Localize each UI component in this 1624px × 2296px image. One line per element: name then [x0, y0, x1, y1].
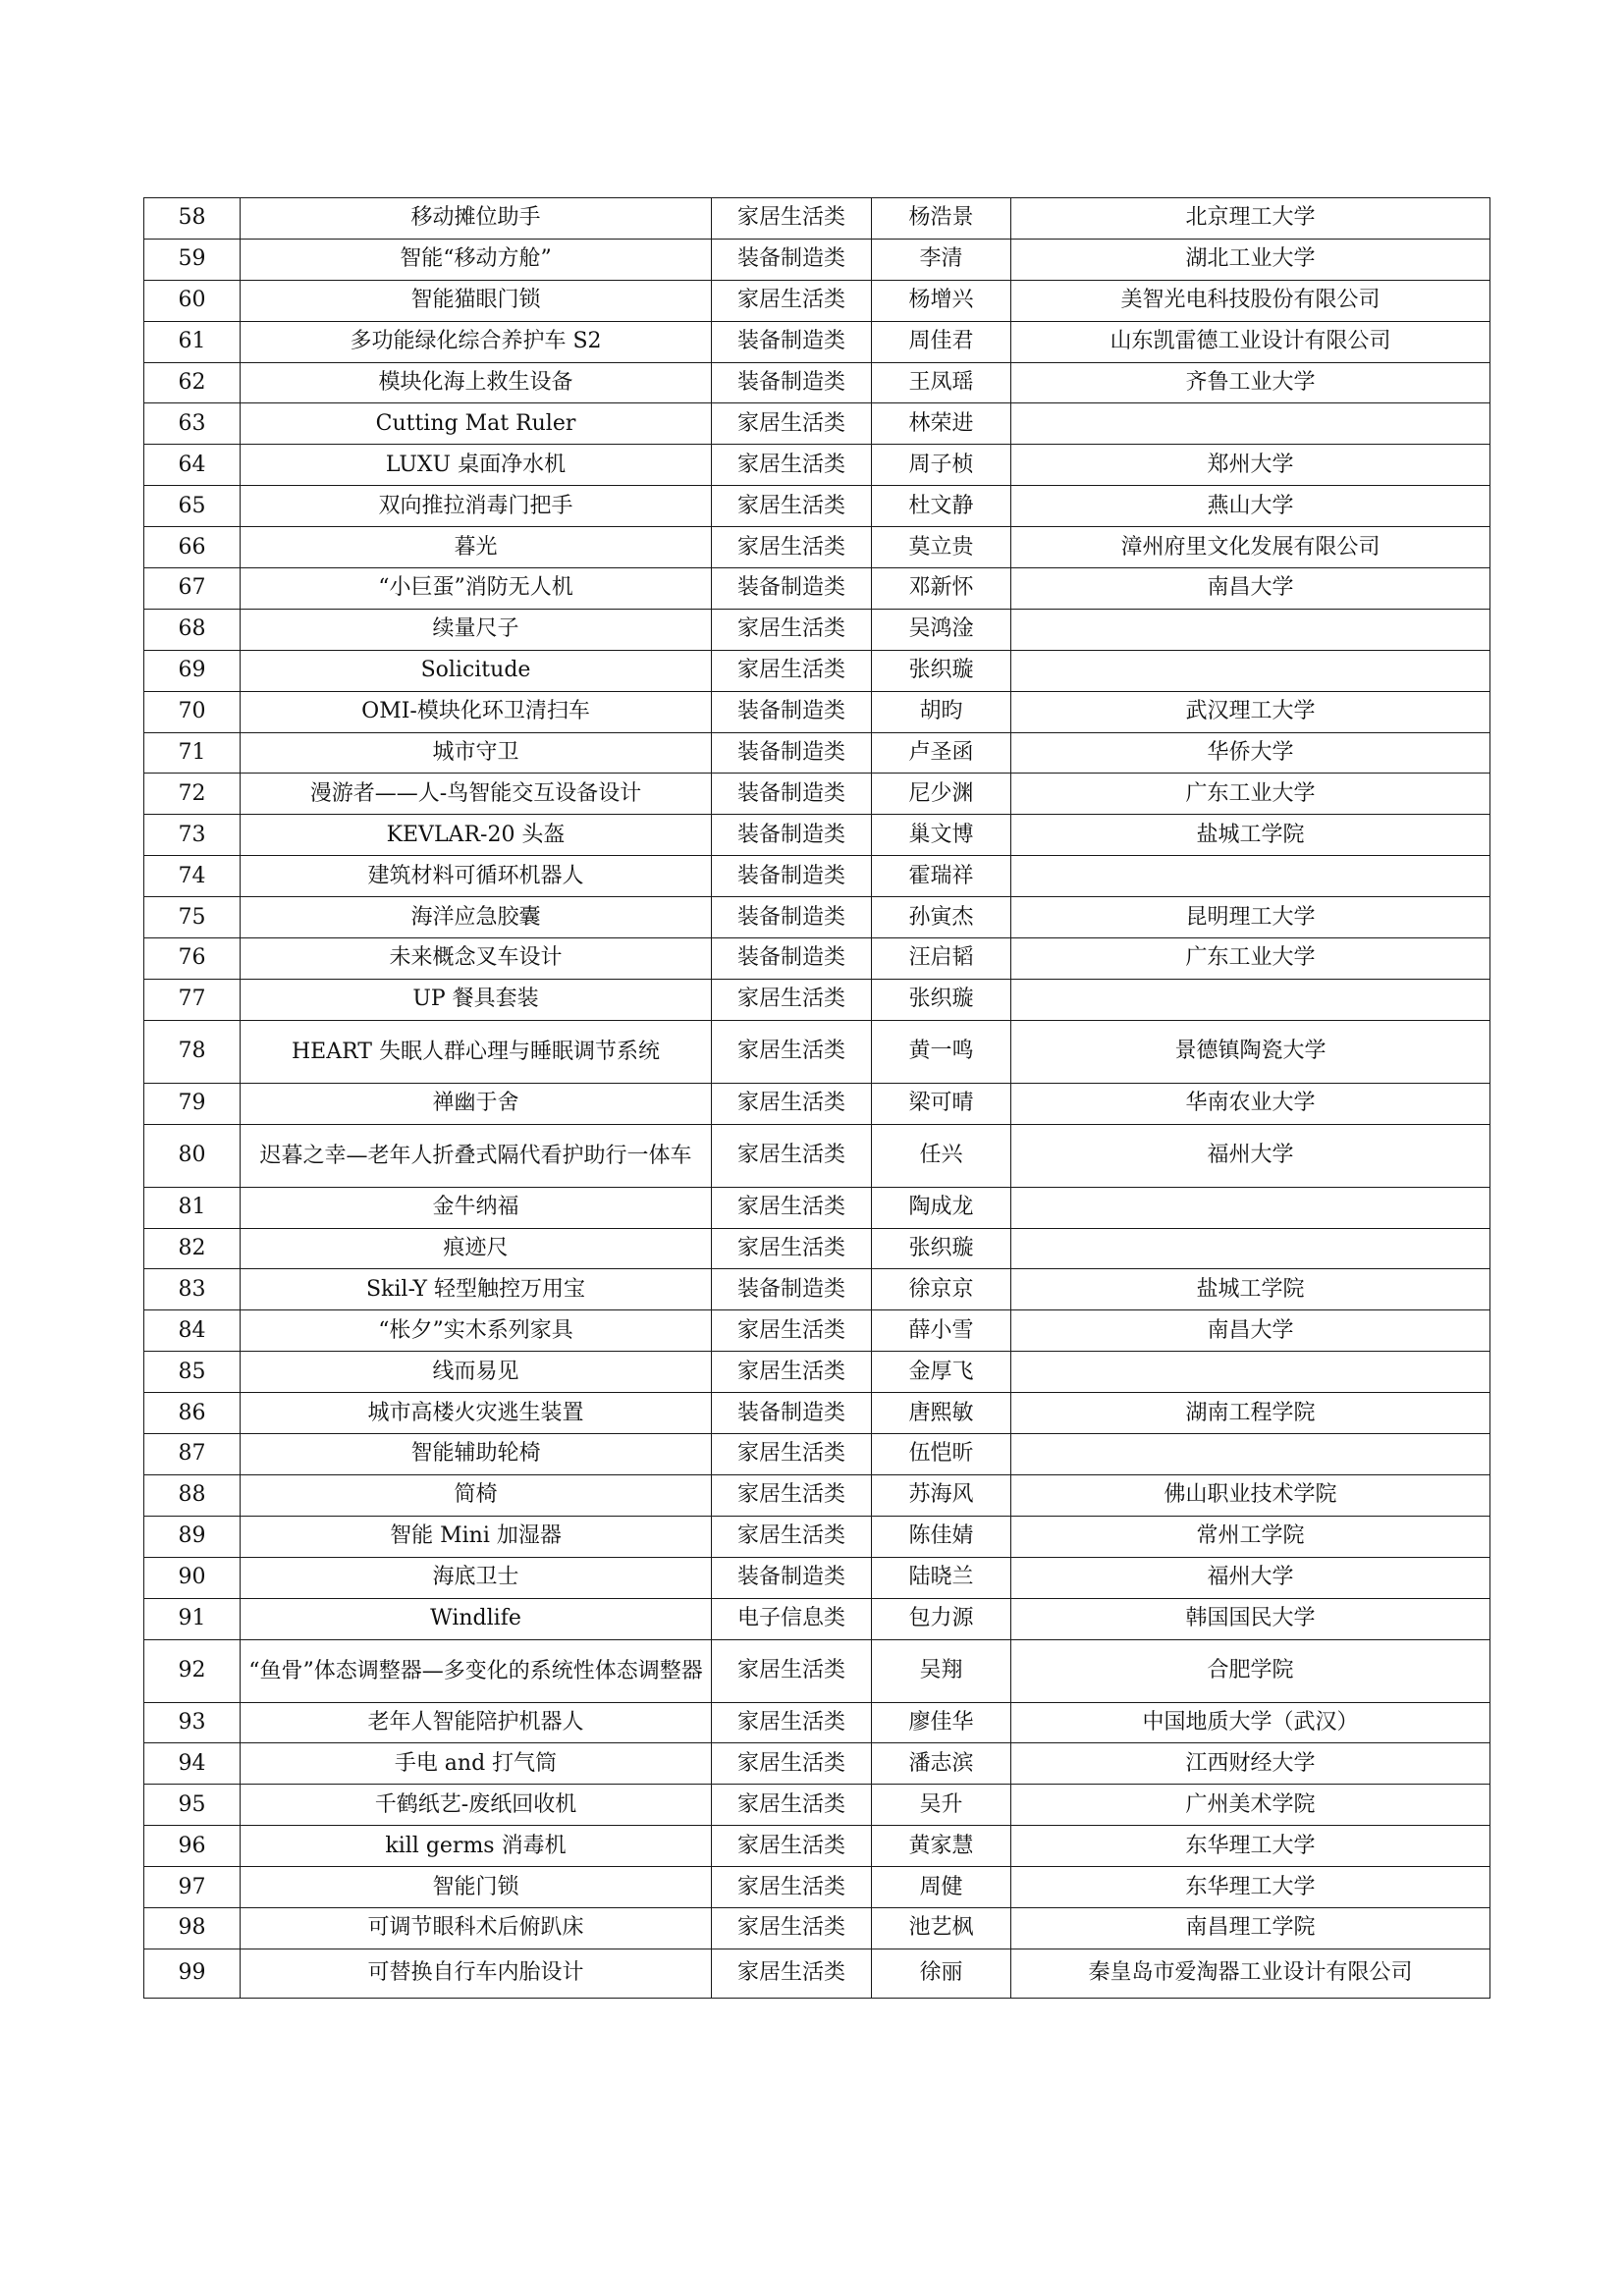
project-name-cell: 智能 Mini 加湿器: [241, 1516, 712, 1557]
table-row: [144, 1867, 1490, 1908]
person-name-cell: 陆晓兰: [872, 1557, 1011, 1598]
organization-cell: 昆明理工大学: [1011, 897, 1490, 938]
category-cell: 家居生活类: [712, 1434, 872, 1475]
category-cell: 家居生活类: [712, 1187, 872, 1228]
person-name-cell: 梁可晴: [872, 1083, 1011, 1124]
row-number-cell: 73: [144, 815, 241, 856]
category-cell: 装备制造类: [712, 774, 872, 815]
organization-cell: 景德镇陶瓷大学: [1011, 1020, 1490, 1083]
category-cell: 家居生活类: [712, 1949, 872, 1998]
table-row: [144, 1020, 1490, 1083]
table-row: [144, 774, 1490, 815]
project-name-cell: 海洋应急胶囊: [241, 897, 712, 938]
person-name-cell: 周佳君: [872, 321, 1011, 362]
row-number-cell: 93: [144, 1702, 241, 1743]
row-number-cell: 68: [144, 609, 241, 650]
person-name-cell: 池艺枫: [872, 1907, 1011, 1949]
project-name-cell: 未来概念叉车设计: [241, 938, 712, 980]
organization-cell: 南昌理工学院: [1011, 1907, 1490, 1949]
table-row: [144, 650, 1490, 691]
table-row: [144, 1826, 1490, 1867]
table-row: [144, 1352, 1490, 1393]
organization-cell: 广东工业大学: [1011, 774, 1490, 815]
row-number-cell: 79: [144, 1083, 241, 1124]
project-name-cell: 智能“移动方舱”: [241, 239, 712, 280]
project-name-cell: 漫游者——人-鸟智能交互设备设计: [241, 774, 712, 815]
row-number-cell: 82: [144, 1228, 241, 1269]
person-name-cell: 吴鸿淦: [872, 609, 1011, 650]
person-name-cell: 张织璇: [872, 1228, 1011, 1269]
organization-cell: 山东凯雷德工业设计有限公司: [1011, 321, 1490, 362]
person-name-cell: 张织璇: [872, 650, 1011, 691]
organization-cell: 福州大学: [1011, 1124, 1490, 1187]
table-row: [144, 1310, 1490, 1352]
row-number-cell: 98: [144, 1907, 241, 1949]
project-name-cell: OMI-模块化环卫清扫车: [241, 691, 712, 732]
table-row: [144, 1907, 1490, 1949]
table-row: [144, 1269, 1490, 1310]
row-number-cell: 59: [144, 239, 241, 280]
person-name-cell: 汪启韬: [872, 938, 1011, 980]
category-cell: 装备制造类: [712, 732, 872, 774]
table-row: [144, 897, 1490, 938]
organization-cell: 盐城工学院: [1011, 1269, 1490, 1310]
person-name-cell: 伍恺昕: [872, 1434, 1011, 1475]
person-name-cell: 霍瑞祥: [872, 856, 1011, 897]
organization-cell: [1011, 403, 1490, 445]
organization-cell: 齐鲁工业大学: [1011, 362, 1490, 403]
category-cell: 装备制造类: [712, 1269, 872, 1310]
category-cell: 家居生活类: [712, 1826, 872, 1867]
row-number-cell: 67: [144, 568, 241, 610]
organization-cell: 南昌大学: [1011, 1310, 1490, 1352]
table-row: [144, 403, 1490, 445]
project-name-cell: 智能辅助轮椅: [241, 1434, 712, 1475]
table-body: [144, 198, 1490, 1999]
table-row: [144, 1557, 1490, 1598]
organization-cell: 秦皇岛市爱淘器工业设计有限公司: [1011, 1949, 1490, 1998]
person-name-cell: 王凤瑶: [872, 362, 1011, 403]
row-number-cell: 74: [144, 856, 241, 897]
project-name-cell: 简椅: [241, 1474, 712, 1516]
row-number-cell: 96: [144, 1826, 241, 1867]
person-name-cell: 薛小雪: [872, 1310, 1011, 1352]
category-cell: 家居生活类: [712, 1639, 872, 1702]
category-cell: 家居生活类: [712, 280, 872, 321]
person-name-cell: 李清: [872, 239, 1011, 280]
project-name-cell: 城市守卫: [241, 732, 712, 774]
organization-cell: 郑州大学: [1011, 445, 1490, 486]
organization-cell: [1011, 1352, 1490, 1393]
organization-cell: 华南农业大学: [1011, 1083, 1490, 1124]
organization-cell: 燕山大学: [1011, 486, 1490, 527]
person-name-cell: 包力源: [872, 1598, 1011, 1639]
person-name-cell: 潘志滨: [872, 1743, 1011, 1785]
project-name-cell: “小巨蛋”消防无人机: [241, 568, 712, 610]
organization-cell: 湖北工业大学: [1011, 239, 1490, 280]
organization-cell: 福州大学: [1011, 1557, 1490, 1598]
row-number-cell: 99: [144, 1949, 241, 1998]
row-number-cell: 71: [144, 732, 241, 774]
table-row: [144, 1083, 1490, 1124]
project-name-cell: 千鹤纸艺-废纸回收机: [241, 1785, 712, 1826]
organization-cell: 常州工学院: [1011, 1516, 1490, 1557]
table-row: [144, 1949, 1490, 1998]
table-row: [144, 1743, 1490, 1785]
category-cell: 家居生活类: [712, 650, 872, 691]
project-name-cell: 移动摊位助手: [241, 198, 712, 240]
table-row: [144, 1434, 1490, 1475]
row-number-cell: 83: [144, 1269, 241, 1310]
organization-cell: 中国地质大学（武汉）: [1011, 1702, 1490, 1743]
organization-cell: [1011, 650, 1490, 691]
person-name-cell: 徐京京: [872, 1269, 1011, 1310]
table-row: [144, 362, 1490, 403]
category-cell: 装备制造类: [712, 815, 872, 856]
project-name-cell: 模块化海上救生设备: [241, 362, 712, 403]
organization-cell: 华侨大学: [1011, 732, 1490, 774]
project-name-cell: 多功能绿化综合养护车 S2: [241, 321, 712, 362]
table-row: [144, 609, 1490, 650]
row-number-cell: 86: [144, 1393, 241, 1434]
project-name-cell: 智能猫眼门锁: [241, 280, 712, 321]
row-number-cell: 60: [144, 280, 241, 321]
organization-cell: 漳州府里文化发展有限公司: [1011, 527, 1490, 568]
category-cell: 电子信息类: [712, 1598, 872, 1639]
project-name-cell: 禅幽于舍: [241, 1083, 712, 1124]
category-cell: 家居生活类: [712, 445, 872, 486]
person-name-cell: 巢文博: [872, 815, 1011, 856]
table-row: [144, 691, 1490, 732]
table-row: [144, 732, 1490, 774]
row-number-cell: 90: [144, 1557, 241, 1598]
category-cell: 装备制造类: [712, 1393, 872, 1434]
person-name-cell: 陶成龙: [872, 1187, 1011, 1228]
organization-cell: [1011, 609, 1490, 650]
organization-cell: 美智光电科技股份有限公司: [1011, 280, 1490, 321]
row-number-cell: 94: [144, 1743, 241, 1785]
project-name-cell: “鱼骨”体态调整器—多变化的系统性体态调整器: [241, 1639, 712, 1702]
row-number-cell: 62: [144, 362, 241, 403]
table-row: [144, 198, 1490, 240]
row-number-cell: 97: [144, 1867, 241, 1908]
project-name-cell: Skil-Y 轻型触控万用宝: [241, 1269, 712, 1310]
person-name-cell: 黄家慧: [872, 1826, 1011, 1867]
project-name-cell: 海底卫士: [241, 1557, 712, 1598]
person-name-cell: 杜文静: [872, 486, 1011, 527]
project-name-cell: 痕迹尺: [241, 1228, 712, 1269]
table-row: [144, 1124, 1490, 1187]
project-name-cell: 金牛纳福: [241, 1187, 712, 1228]
category-cell: 装备制造类: [712, 321, 872, 362]
category-cell: 家居生活类: [712, 403, 872, 445]
category-cell: 家居生活类: [712, 1310, 872, 1352]
project-name-cell: HEART 失眠人群心理与睡眠调节系统: [241, 1020, 712, 1083]
row-number-cell: 75: [144, 897, 241, 938]
category-cell: 家居生活类: [712, 198, 872, 240]
category-cell: 家居生活类: [712, 979, 872, 1020]
category-cell: 装备制造类: [712, 856, 872, 897]
project-name-cell: “枨夕”实木系列家具: [241, 1310, 712, 1352]
project-name-cell: 续量尺子: [241, 609, 712, 650]
person-name-cell: 杨增兴: [872, 280, 1011, 321]
table-row: [144, 1598, 1490, 1639]
table-row: [144, 938, 1490, 980]
row-number-cell: 84: [144, 1310, 241, 1352]
project-name-cell: UP 餐具套装: [241, 979, 712, 1020]
table-row: [144, 1702, 1490, 1743]
organization-cell: 盐城工学院: [1011, 815, 1490, 856]
organization-cell: 江西财经大学: [1011, 1743, 1490, 1785]
table-row: [144, 979, 1490, 1020]
row-number-cell: 92: [144, 1639, 241, 1702]
project-name-cell: LUXU 桌面净水机: [241, 445, 712, 486]
person-name-cell: 林荣进: [872, 403, 1011, 445]
category-cell: 装备制造类: [712, 897, 872, 938]
organization-cell: [1011, 1187, 1490, 1228]
category-cell: 家居生活类: [712, 1228, 872, 1269]
project-name-cell: 迟暮之幸—老年人折叠式隔代看护助行一体车: [241, 1124, 712, 1187]
project-name-cell: 城市高楼火灾逃生装置: [241, 1393, 712, 1434]
row-number-cell: 76: [144, 938, 241, 980]
organization-cell: 广东工业大学: [1011, 938, 1490, 980]
person-name-cell: 邓新怀: [872, 568, 1011, 610]
category-cell: 家居生活类: [712, 1352, 872, 1393]
project-name-cell: 老年人智能陪护机器人: [241, 1702, 712, 1743]
person-name-cell: 徐丽: [872, 1949, 1011, 1998]
row-number-cell: 66: [144, 527, 241, 568]
table-row: [144, 1228, 1490, 1269]
row-number-cell: 61: [144, 321, 241, 362]
table-row: [144, 856, 1490, 897]
row-number-cell: 78: [144, 1020, 241, 1083]
table-row: [144, 280, 1490, 321]
organization-cell: 广州美术学院: [1011, 1785, 1490, 1826]
organization-cell: 合肥学院: [1011, 1639, 1490, 1702]
project-name-cell: KEVLAR-20 头盔: [241, 815, 712, 856]
organization-cell: 东华理工大学: [1011, 1826, 1490, 1867]
project-name-cell: 可调节眼科术后俯趴床: [241, 1907, 712, 1949]
organization-cell: 北京理工大学: [1011, 198, 1490, 240]
category-cell: 装备制造类: [712, 1557, 872, 1598]
row-number-cell: 95: [144, 1785, 241, 1826]
project-name-cell: Windlife: [241, 1598, 712, 1639]
table-row: [144, 1187, 1490, 1228]
person-name-cell: 卢圣函: [872, 732, 1011, 774]
row-number-cell: 91: [144, 1598, 241, 1639]
category-cell: 家居生活类: [712, 1474, 872, 1516]
row-number-cell: 85: [144, 1352, 241, 1393]
organization-cell: 南昌大学: [1011, 568, 1490, 610]
row-number-cell: 58: [144, 198, 241, 240]
project-name-cell: Solicitude: [241, 650, 712, 691]
person-name-cell: 杨浩景: [872, 198, 1011, 240]
category-cell: 家居生活类: [712, 1743, 872, 1785]
category-cell: 家居生活类: [712, 486, 872, 527]
person-name-cell: 胡昀: [872, 691, 1011, 732]
category-cell: 家居生活类: [712, 1083, 872, 1124]
table-row: [144, 321, 1490, 362]
category-cell: 家居生活类: [712, 609, 872, 650]
table-row: [144, 1785, 1490, 1826]
project-name-cell: 暮光: [241, 527, 712, 568]
person-name-cell: 莫立贵: [872, 527, 1011, 568]
person-name-cell: 周健: [872, 1867, 1011, 1908]
table-row: [144, 1639, 1490, 1702]
row-number-cell: 65: [144, 486, 241, 527]
person-name-cell: 唐熙敏: [872, 1393, 1011, 1434]
table-row: [144, 568, 1490, 610]
person-name-cell: 张织璇: [872, 979, 1011, 1020]
category-cell: 家居生活类: [712, 1124, 872, 1187]
person-name-cell: 吴翔: [872, 1639, 1011, 1702]
organization-cell: 湖南工程学院: [1011, 1393, 1490, 1434]
person-name-cell: 黄一鸣: [872, 1020, 1011, 1083]
table-row: [144, 527, 1490, 568]
row-number-cell: 70: [144, 691, 241, 732]
person-name-cell: 金厚飞: [872, 1352, 1011, 1393]
table-row: [144, 1393, 1490, 1434]
project-name-cell: 建筑材料可循环机器人: [241, 856, 712, 897]
table-row: [144, 239, 1490, 280]
person-name-cell: 尼少渊: [872, 774, 1011, 815]
row-number-cell: 80: [144, 1124, 241, 1187]
row-number-cell: 87: [144, 1434, 241, 1475]
organization-cell: 韩国国民大学: [1011, 1598, 1490, 1639]
organization-cell: [1011, 979, 1490, 1020]
organization-cell: [1011, 1228, 1490, 1269]
category-cell: 家居生活类: [712, 1867, 872, 1908]
category-cell: 装备制造类: [712, 568, 872, 610]
category-cell: 装备制造类: [712, 691, 872, 732]
person-name-cell: 孙寅杰: [872, 897, 1011, 938]
organization-cell: 武汉理工大学: [1011, 691, 1490, 732]
project-name-cell: kill germs 消毒机: [241, 1826, 712, 1867]
table-row: [144, 486, 1490, 527]
project-name-cell: 线而易见: [241, 1352, 712, 1393]
project-name-cell: 手电 and 打气筒: [241, 1743, 712, 1785]
organization-cell: 佛山职业技术学院: [1011, 1474, 1490, 1516]
project-name-cell: 智能门锁: [241, 1867, 712, 1908]
organization-cell: [1011, 1434, 1490, 1475]
category-cell: 家居生活类: [712, 1020, 872, 1083]
person-name-cell: 陈佳婧: [872, 1516, 1011, 1557]
table-row: [144, 1474, 1490, 1516]
category-cell: 家居生活类: [712, 1907, 872, 1949]
category-cell: 家居生活类: [712, 1702, 872, 1743]
project-name-cell: 可替换自行车内胎设计: [241, 1949, 712, 1998]
project-name-cell: 双向推拉消毒门把手: [241, 486, 712, 527]
project-name-cell: Cutting Mat Ruler: [241, 403, 712, 445]
category-cell: 装备制造类: [712, 938, 872, 980]
results-table: [143, 197, 1490, 1999]
category-cell: 家居生活类: [712, 1785, 872, 1826]
person-name-cell: 吴升: [872, 1785, 1011, 1826]
row-number-cell: 88: [144, 1474, 241, 1516]
person-name-cell: 苏海风: [872, 1474, 1011, 1516]
category-cell: 家居生活类: [712, 1516, 872, 1557]
organization-cell: 东华理工大学: [1011, 1867, 1490, 1908]
category-cell: 装备制造类: [712, 362, 872, 403]
row-number-cell: 63: [144, 403, 241, 445]
person-name-cell: 周子桢: [872, 445, 1011, 486]
organization-cell: [1011, 856, 1490, 897]
category-cell: 装备制造类: [712, 239, 872, 280]
table-row: [144, 445, 1490, 486]
row-number-cell: 89: [144, 1516, 241, 1557]
person-name-cell: 廖佳华: [872, 1702, 1011, 1743]
row-number-cell: 72: [144, 774, 241, 815]
table-row: [144, 815, 1490, 856]
person-name-cell: 任兴: [872, 1124, 1011, 1187]
row-number-cell: 69: [144, 650, 241, 691]
row-number-cell: 81: [144, 1187, 241, 1228]
table-row: [144, 1516, 1490, 1557]
row-number-cell: 77: [144, 979, 241, 1020]
row-number-cell: 64: [144, 445, 241, 486]
category-cell: 家居生活类: [712, 527, 872, 568]
